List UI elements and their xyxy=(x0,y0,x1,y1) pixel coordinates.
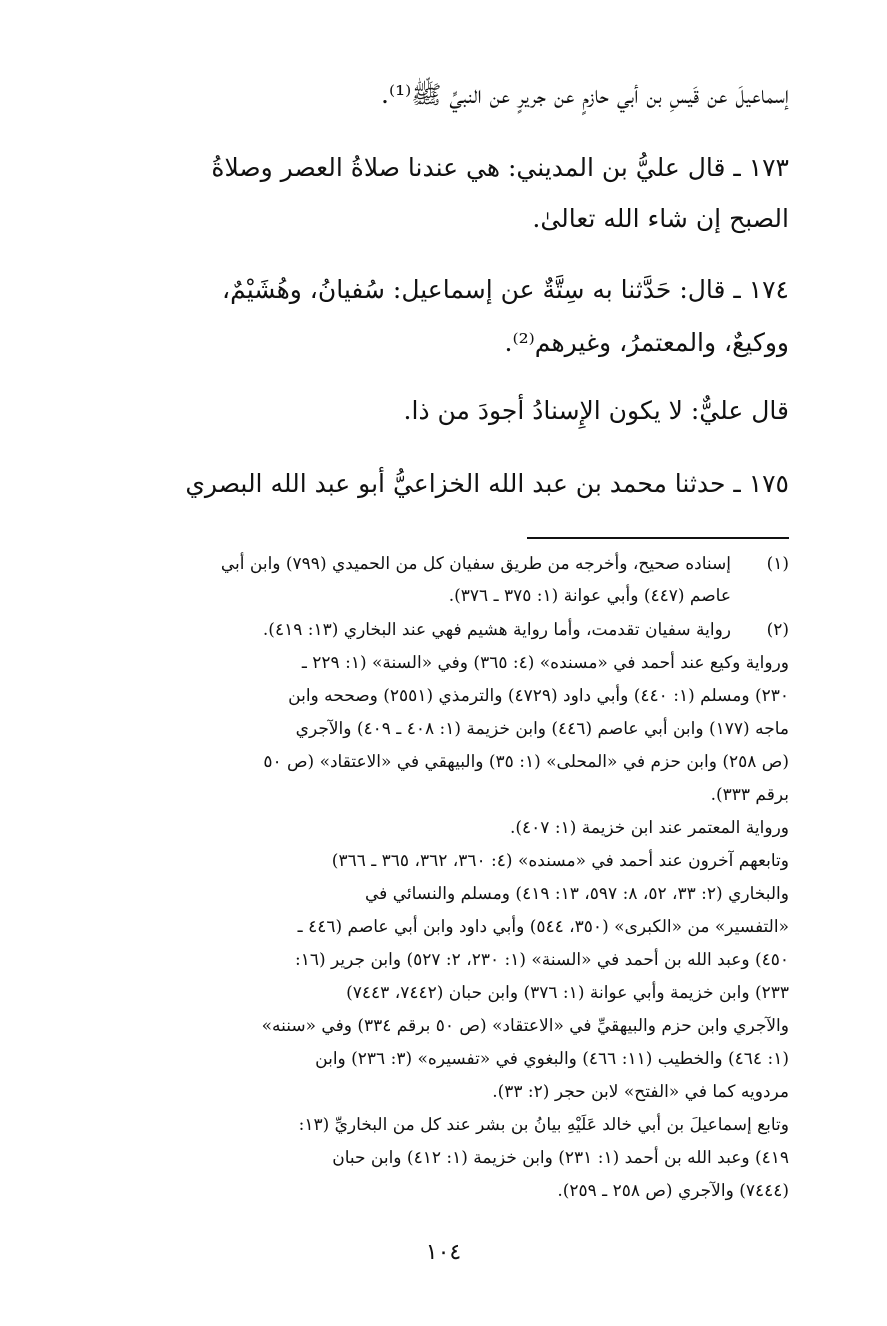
footnote-separator xyxy=(527,537,789,539)
page-number: ١٠٤ xyxy=(425,1240,462,1265)
footnote-line: ورواية المعتمر عند ابن خزيمة (١: ٤٠٧). xyxy=(509,818,789,838)
footnote-line: ٢٣٣) وابن خزيمة وأبي عوانة (١: ٣٧٦) وابن حبان (٧٤٤٢، ٧٤٤٣) xyxy=(346,983,789,1003)
main-text-line: ١٧٣ ـ قال عليُّ بن المديني: هي عندنا صلاةُ العصر وصلاةُ xyxy=(211,153,789,182)
footnote-line: ٤٥٠) وعبد الله بن أحمد في «السنة» (١: ٢٣٠، ٢: ٥٢٧) وابن جرير (١٦: xyxy=(295,950,789,970)
footnote-line: ورواية وكيع عند أحمد في «مسنده» (٤: ٣٦٥) وفي «السنة» (١: ٢٢٩ ـ xyxy=(301,653,789,673)
footnote-line: والآجري وابن حزم والبيهقيِّ في «الاعتقاد» (ص ٥٠ برقم ٣٣٤) وفي «سننه» xyxy=(261,1016,789,1036)
footnote-line: ماجه (١٧٧) وابن أبي عاصم (٤٤٦) وابن خزيمة (١: ٤٠٨ ـ ٤٠٩) والآجري xyxy=(295,719,789,739)
main-text-line: ووكيعٌ، والمعتمرُ، وغيرهم⁽²⁾. xyxy=(504,328,789,357)
footnote-line: (٧٤٤٤) والآجري (ص ٢٥٨ ـ ٢٥٩). xyxy=(557,1181,789,1201)
footnote-line: رواية سفيان تقدمت، وأما رواية هشيم فهي عند البخاري (١٣: ٤١٩). xyxy=(262,620,731,640)
footnote-number: (١) xyxy=(766,554,789,574)
footnote-line: وتابعهم آخرون عند أحمد في «مسنده» (٤: ٣٦٠، ٣٦٢، ٣٦٥ ـ ٣٦٦) xyxy=(331,851,789,871)
footnote-line: (ص ٢٥٨) وابن حزم في «المحلى» (١: ٣٥) والبيهقي في «الاعتقاد» (ص ٥٠ xyxy=(263,752,789,772)
footnote-line: عاصم (٤٤٧) وأبي عوانة (١: ٣٧٥ ـ ٣٧٦). xyxy=(448,586,731,606)
main-text-line: قال عليٌّ: لا يكون الإِسنادُ أجودَ من ذا. xyxy=(403,396,789,425)
footnote-line: وتابع إسماعيلَ بن أبي خالد عَلَيْهِ بيانُ بن بشر عند كل من البخاريِّ (١٣: xyxy=(298,1115,789,1135)
main-text-line: الصبح إن شاء الله تعالىٰ. xyxy=(532,204,789,233)
main-text-line: ١٧٥ ـ حدثنا محمد بن عبد الله الخزاعيُّ أبو عبد الله البصري xyxy=(185,469,789,498)
footnote-line: ٤١٩) وعبد الله بن أحمد (١: ٢٣١) وابن خزيمة (١: ٤١٢) وابن حبان xyxy=(332,1148,789,1168)
footnote-line: ٢٣٠) ومسلم (١: ٤٤٠) وأبي داود (٤٧٢٩) والترمذي (٢٥٥١) وصححه وابن xyxy=(288,686,789,706)
main-text-line: ١٧٤ ـ قال: حَدَّثنا به سِتَّةٌ عن إسماعيل: سُفيانُ، وهُشَيْمٌ، xyxy=(222,275,789,304)
footnote-line: برقم ٣٣٣). xyxy=(710,785,789,805)
main-text-line: إسماعيلَ عن قَيسِ بن أبي حازمٍ عن جريرٍ عن النبيِّ ﷺ⁽¹⁾. xyxy=(381,80,789,109)
footnote-line: إسناده صحيح، وأخرجه من طريق سفيان كل من الحميدي (٧٩٩) وابن أبي xyxy=(220,554,731,574)
footnote-line: مردويه كما في «الفتح» لابن حجر (٢: ٣٣). xyxy=(492,1082,789,1102)
footnote-line: «التفسير» من «الكبرى» (٣٥٠، ٥٤٤) وأبي داود وابن أبي عاصم (٤٤٦ ـ xyxy=(297,917,789,937)
footnote-number: (٢) xyxy=(766,620,789,640)
footnote-line: والبخاري (٢: ٣٣، ٥٢، ٨: ٥٩٧، ١٣: ٤١٩) ومسلم والنسائي في xyxy=(365,884,789,904)
footnote-line: (١: ٤٦٤) والخطيب (١١: ٤٦٦) والبغوي في «تفسيره» (٣: ٢٣٦) وابن xyxy=(315,1049,789,1069)
